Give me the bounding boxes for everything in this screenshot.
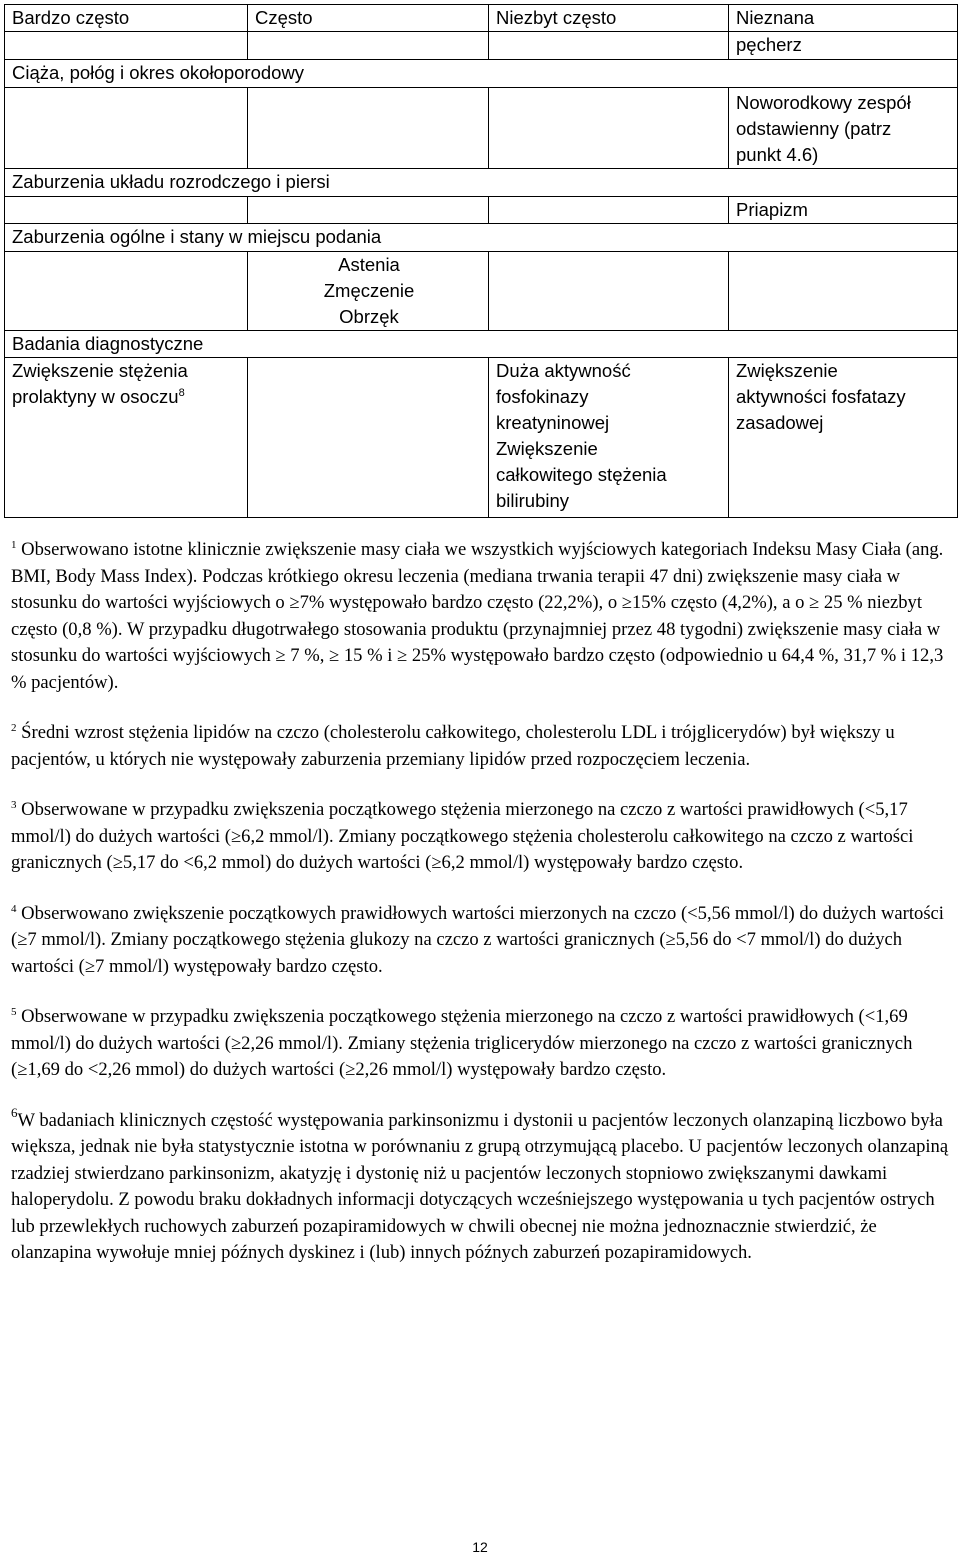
header-uncommon: Niezbyt często bbox=[489, 5, 729, 32]
header-very-common: Bardzo często bbox=[5, 5, 248, 32]
section-title: Ciąża, połóg i okres okołoporodowy bbox=[5, 60, 958, 88]
header-unknown: Nieznana bbox=[729, 5, 958, 32]
footnote-1: $^1$ Obserwowano istotne klinicznie zwiększenie masy ciała we wszystkich wyjściowych kategoriach Indeksu Masy Ciała (ang. BMI, Body Mass Index). Podczas krótkiego okresu leczenia (mediana trwania terapii 47 dni) zwiększenie masy ciała w stosunku do wartości wyjściowych o ≥7% występowało bardzo często (22,2%), o ≥15% często (4,2%), a o ≥ 25 % niezbyt często (0,8 %). W przypadku długotrwałego stosowania produktu (przynajmniej przez 48 tygodni) zwiększenie masy ciała w stosunku do wartości wyjściowych ≥ 7 %, ≥ 15 % i ≥ 25% występowało bardzo często (odpowiednio u 64,4 %, 31,7 % i 12,3 % pacjentów). bbox=[11, 539, 944, 693]
footnote-4: $^4$ Obserwowano zwiększenie początkowych prawidłowych wartości mierzonych na czczo (<5,56 mmol/l) do dużych wartości (≥7 mmol/l). Zmiany początkowego stężenia glukozy na czczo z wartości granicznych (≥5,56 do <7 mmol/l) do dużych wartości (≥7 mmol/l) występowały bardzo często. bbox=[11, 902, 944, 977]
table-row bbox=[5, 88, 958, 169]
section-title: Zaburzenia ogólne i stany w miejscu podania bbox=[5, 224, 958, 252]
section-title: Zaburzenia układu rozrodczego i piersi bbox=[5, 169, 958, 197]
uncommon-cell: Duża aktywność fosfokinazy kreatyninowej Zwiększenie całkowitego stężenia bilirubiny bbox=[489, 358, 729, 518]
unknown-fragment: pęcherz bbox=[729, 32, 958, 60]
common-cell: Astenia Zmęczenie Obrzęk bbox=[248, 252, 489, 331]
adverse-reactions-table bbox=[4, 4, 958, 518]
footnote-6: $^6$W badaniach klinicznych częstość występowania parkinsonizmu i dystonii u pacjentów leczonych olanzapiną liczbowo była większa, jednak nie była statystycznie istotna w porównaniu z grupą otrzymującą placebo. U pacjentów leczonych olanzapiną rzadziej stwierdzano parkinsonizm, akatyzję i dystonię niż u pacjentów leczonych stopniowo zwiększanymi dawkami haloperydolu. Z powodu braku dokładnych informacji dotyczących wcześniejszego występowania u tych pacjentów ostrych lub przewlekłych ruchowych zaburzeń pozapiramidowych w chwili obecnej nie można jednoznacznie stwierdzić, że olanzapina wywołuje mniej późnych dyskinez i (lub) innych późnych zaburzeń pozapiramidowych. bbox=[11, 1104, 949, 1263]
page-number: 12 bbox=[472, 1539, 488, 1555]
footnotes bbox=[11, 537, 955, 1291]
header-common: Często bbox=[248, 5, 489, 32]
table-row bbox=[5, 358, 958, 518]
footnote-3: $^3$ Obserwowane w przypadku zwiększenia początkowego stężenia mierzonego na czczo z wartości prawidłowych (<5,17 mmol/l) do dużych wartości (≥6,2 mmol/l). Zmiany początkowego stężenia cholesterolu całkowitego na czczo z wartości granicznych (≥5,17 do <6,2 mmol) do dużych wartości (≥6,2 mmol/l) występowały bardzo często. bbox=[11, 799, 914, 873]
very-common-cell: Zwiększenie stężenia prolaktyny w osoczu$^8$ bbox=[5, 358, 248, 518]
unknown-cell: Noworodkowy zespół odstawienny (patrz punkt 4.6) bbox=[729, 88, 958, 169]
footnote-ref-8: 8 bbox=[178, 387, 185, 399]
section-row-pregnancy bbox=[5, 60, 958, 88]
section-row-general bbox=[5, 224, 958, 252]
table-row bbox=[5, 252, 958, 331]
table-header-row bbox=[5, 5, 958, 32]
footnote-2: $^2$ Średni wzrost stężenia lipidów na czczo (cholesterolu całkowitego, cholesterolu LDL i trójglicerydów) był większy u pacjentów, u których nie występowały zaburzenia przemiany lipidów przed rozpoczęciem leczenia. bbox=[11, 722, 895, 770]
section-row-investigations bbox=[5, 331, 958, 358]
unknown-cell: Zwiększenie aktywności fosfatazy zasadowej bbox=[729, 358, 958, 518]
table-row bbox=[5, 197, 958, 224]
footnote-5: $^5$ Obserwowane w przypadku zwiększenia początkowego stężenia mierzonego na czczo z wartości prawidłowych (<1,69 mmol/l) do dużych wartości (≥2,26 mmol/l). Zmiany stężenia triglicerydów mierzonego na czczo z wartości granicznych (≥1,69 do <2,26 mmol) do dużych wartości (≥2,26 mmol/l) występowały bardzo często. bbox=[11, 1006, 913, 1080]
unknown-cell: Priapizm bbox=[729, 197, 958, 224]
section-row-reproductive bbox=[5, 169, 958, 197]
table-row bbox=[5, 32, 958, 60]
section-title: Badania diagnostyczne bbox=[5, 331, 958, 358]
